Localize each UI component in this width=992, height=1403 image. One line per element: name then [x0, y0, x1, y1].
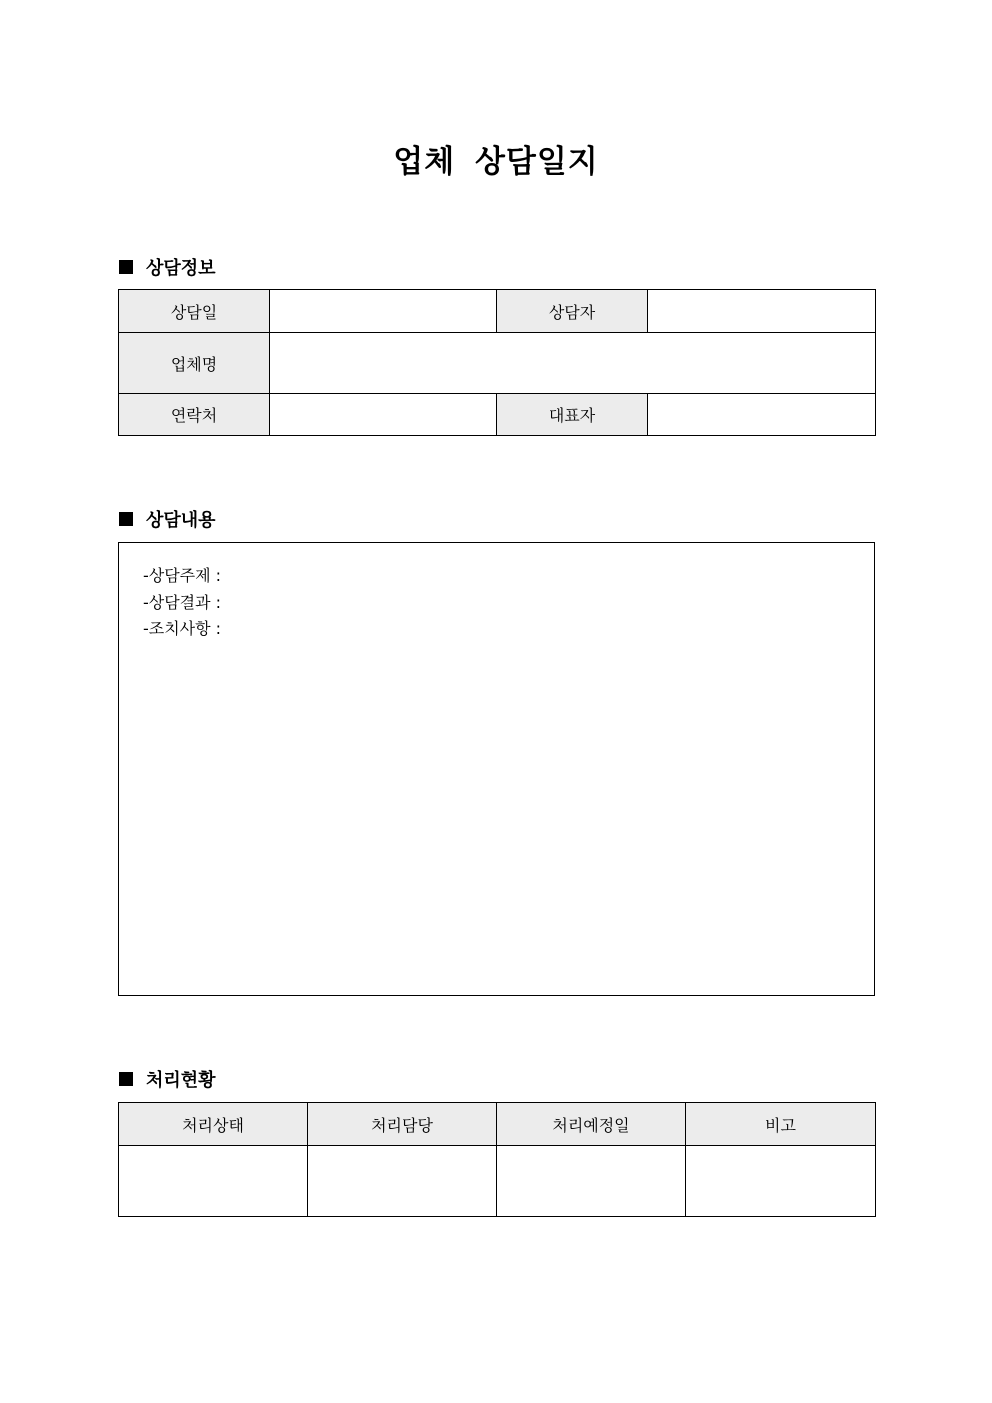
table-row	[119, 333, 876, 394]
company-name-field[interactable]	[270, 333, 876, 394]
table-row	[119, 290, 876, 333]
square-bullet-icon	[119, 512, 133, 526]
section-heading-status	[119, 1066, 216, 1092]
representative-field[interactable]	[648, 394, 876, 436]
scheduled-date-cell[interactable]	[497, 1146, 686, 1217]
document-title: 업체 상담일지	[393, 144, 599, 180]
consult-result-line: -상담결과 :	[143, 592, 222, 612]
section-heading-content-label: 상담내용	[146, 510, 216, 531]
table-row	[119, 1146, 876, 1217]
section-heading-info	[119, 254, 216, 280]
table-header-row	[119, 1103, 876, 1146]
status-cell[interactable]	[119, 1146, 308, 1217]
representative-label: 대표자	[497, 394, 648, 436]
handler-cell[interactable]	[308, 1146, 497, 1217]
remarks-cell[interactable]	[686, 1146, 876, 1217]
square-bullet-icon	[119, 1072, 133, 1086]
consult-date-label: 상담일	[119, 290, 270, 333]
consultant-field[interactable]	[648, 290, 876, 333]
section-heading-status-label: 처리현황	[146, 1070, 216, 1091]
status-column-header: 처리상태	[119, 1103, 308, 1146]
consult-topic-line: -상담주제 :	[143, 566, 222, 585]
consult-date-field[interactable]	[270, 290, 497, 333]
remarks-column-header: 비고	[686, 1103, 876, 1146]
processing-status-table	[118, 1102, 876, 1217]
consult-content-box[interactable]	[118, 542, 875, 996]
table-row	[119, 394, 876, 436]
company-name-label: 업체명	[119, 333, 270, 394]
consultant-label: 상담자	[497, 290, 648, 333]
contact-field[interactable]	[270, 394, 497, 436]
consult-info-table	[118, 289, 876, 436]
section-heading-info-label: 상담정보	[146, 258, 216, 279]
action-taken-line: -조치사항 :	[143, 619, 222, 638]
scheduled-date-column-header: 처리예정일	[497, 1103, 686, 1146]
section-heading-content	[119, 506, 216, 532]
contact-label: 연락처	[119, 394, 270, 436]
square-bullet-icon	[119, 260, 133, 274]
handler-column-header: 처리담당	[308, 1103, 497, 1146]
